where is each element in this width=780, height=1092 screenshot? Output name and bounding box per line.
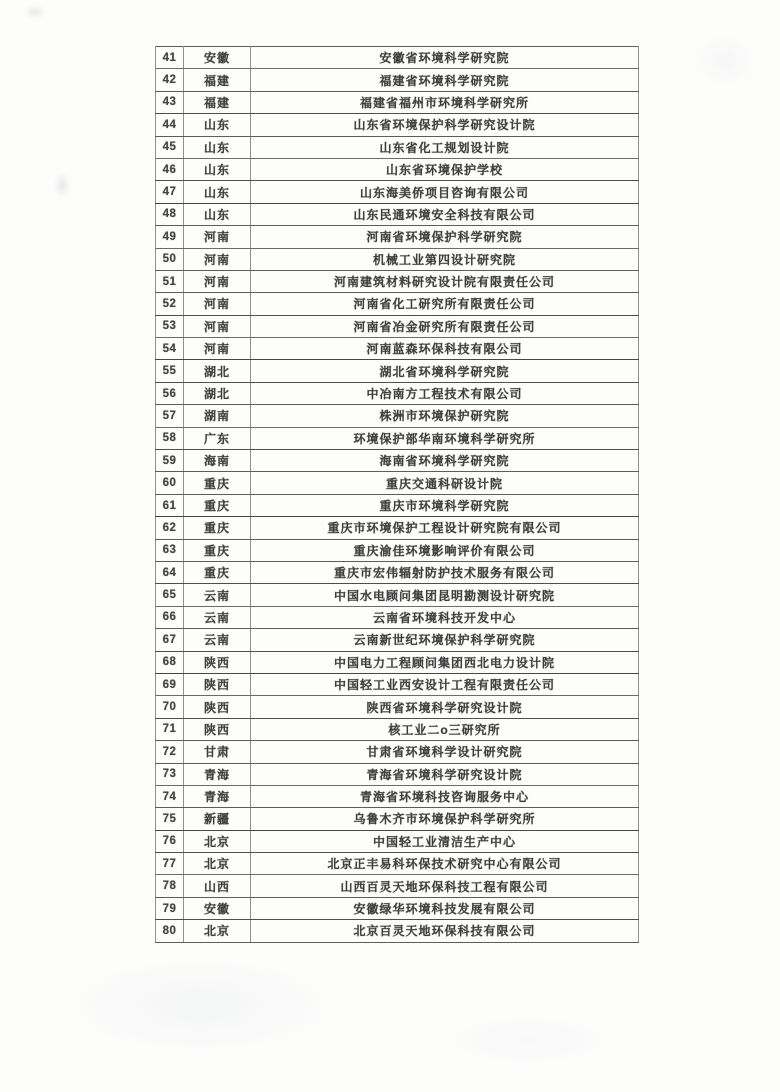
table-row xyxy=(156,158,639,180)
province-cell: 河南 xyxy=(184,338,251,360)
row-number-cell: 44 xyxy=(156,114,184,136)
table-row xyxy=(156,270,639,292)
org-name-cell: 重庆渝佳环境影响评价有限公司 xyxy=(251,539,639,561)
province-cell: 山东 xyxy=(184,114,251,136)
org-name-cell: 河南建筑材料研究设计院有限责任公司 xyxy=(251,270,639,292)
table-row xyxy=(156,69,639,91)
row-number-cell: 76 xyxy=(156,830,184,852)
org-name-cell: 河南省冶金研究所有限责任公司 xyxy=(251,315,639,337)
province-cell: 山东 xyxy=(184,181,251,203)
table-row xyxy=(156,897,639,919)
province-cell: 青海 xyxy=(184,785,251,807)
org-name-cell: 北京百灵天地环保科技有限公司 xyxy=(251,920,639,942)
table-row xyxy=(156,427,639,449)
row-number-cell: 57 xyxy=(156,405,184,427)
province-cell: 广东 xyxy=(184,427,251,449)
org-name-cell: 河南省环境保护科学研究院 xyxy=(251,226,639,248)
province-cell: 山东 xyxy=(184,158,251,180)
province-cell: 重庆 xyxy=(184,561,251,583)
table-row xyxy=(156,293,639,315)
province-cell: 重庆 xyxy=(184,472,251,494)
row-number-cell: 56 xyxy=(156,382,184,404)
scan-smudge xyxy=(24,6,46,18)
province-cell: 北京 xyxy=(184,920,251,942)
table-row xyxy=(156,561,639,583)
org-name-cell: 福建省福州市环境科学研究所 xyxy=(251,91,639,113)
province-cell: 湖北 xyxy=(184,360,251,382)
org-name-cell: 河南蓝森环保科技有限公司 xyxy=(251,338,639,360)
row-number-cell: 54 xyxy=(156,338,184,360)
org-name-cell: 核工业二o三研究所 xyxy=(251,718,639,740)
province-cell: 云南 xyxy=(184,606,251,628)
org-name-cell: 重庆交通科研设计院 xyxy=(251,472,639,494)
table-row xyxy=(156,629,639,651)
scan-smudge xyxy=(40,950,360,1060)
row-number-cell: 65 xyxy=(156,584,184,606)
org-name-cell: 安徽绿华环境科技发展有限公司 xyxy=(251,897,639,919)
row-number-cell: 46 xyxy=(156,158,184,180)
table-row xyxy=(156,830,639,852)
row-number-cell: 73 xyxy=(156,763,184,785)
org-name-cell: 中国轻工业清洁生产中心 xyxy=(251,830,639,852)
province-cell: 河南 xyxy=(184,226,251,248)
org-name-cell: 甘肃省环境科学设计研究院 xyxy=(251,741,639,763)
table-row xyxy=(156,226,639,248)
province-cell: 北京 xyxy=(184,853,251,875)
table-row xyxy=(156,606,639,628)
province-cell: 重庆 xyxy=(184,517,251,539)
org-table xyxy=(155,46,639,943)
province-cell: 山西 xyxy=(184,875,251,897)
table-row xyxy=(156,718,639,740)
province-cell: 北京 xyxy=(184,830,251,852)
row-number-cell: 55 xyxy=(156,360,184,382)
province-cell: 湖北 xyxy=(184,382,251,404)
table-row xyxy=(156,808,639,830)
province-cell: 陕西 xyxy=(184,673,251,695)
row-number-cell: 53 xyxy=(156,315,184,337)
row-number-cell: 66 xyxy=(156,606,184,628)
org-name-cell: 中国轻工业西安设计工程有限责任公司 xyxy=(251,673,639,695)
org-name-cell: 云南新世纪环境保护科学研究院 xyxy=(251,629,639,651)
table-row xyxy=(156,651,639,673)
row-number-cell: 47 xyxy=(156,181,184,203)
org-name-cell: 福建省环境科学研究院 xyxy=(251,69,639,91)
scan-smudge xyxy=(420,1010,640,1070)
scan-smudge xyxy=(54,172,70,198)
province-cell: 陕西 xyxy=(184,696,251,718)
org-name-cell: 重庆市环境科学研究院 xyxy=(251,494,639,516)
org-name-cell: 青海省环境科技咨询服务中心 xyxy=(251,785,639,807)
row-number-cell: 71 xyxy=(156,718,184,740)
row-number-cell: 60 xyxy=(156,472,184,494)
org-name-cell: 安徽省环境科学研究院 xyxy=(251,47,639,69)
province-cell: 河南 xyxy=(184,248,251,270)
org-name-cell: 株洲市环境保护研究院 xyxy=(251,405,639,427)
table-row xyxy=(156,114,639,136)
row-number-cell: 58 xyxy=(156,427,184,449)
row-number-cell: 59 xyxy=(156,450,184,472)
row-number-cell: 43 xyxy=(156,91,184,113)
row-number-cell: 68 xyxy=(156,651,184,673)
row-number-cell: 52 xyxy=(156,293,184,315)
org-name-cell: 重庆市环境保护工程设计研究院有限公司 xyxy=(251,517,639,539)
scan-smudge xyxy=(690,30,760,90)
org-name-cell: 海南省环境科学研究院 xyxy=(251,450,639,472)
row-number-cell: 72 xyxy=(156,741,184,763)
province-cell: 云南 xyxy=(184,584,251,606)
table-row xyxy=(156,584,639,606)
table-row xyxy=(156,494,639,516)
table-row xyxy=(156,181,639,203)
row-number-cell: 62 xyxy=(156,517,184,539)
org-name-cell: 中国水电顾问集团昆明勘测设计研究院 xyxy=(251,584,639,606)
row-number-cell: 64 xyxy=(156,561,184,583)
table-row xyxy=(156,47,639,69)
table-row xyxy=(156,405,639,427)
province-cell: 安徽 xyxy=(184,897,251,919)
table-row xyxy=(156,785,639,807)
org-name-cell: 青海省环境科学研究设计院 xyxy=(251,763,639,785)
table-row xyxy=(156,741,639,763)
org-name-cell: 湖北省环境科学研究院 xyxy=(251,360,639,382)
table-row xyxy=(156,248,639,270)
table-row xyxy=(156,382,639,404)
row-number-cell: 75 xyxy=(156,808,184,830)
row-number-cell: 41 xyxy=(156,47,184,69)
row-number-cell: 48 xyxy=(156,203,184,225)
org-name-cell: 云南省环境科技开发中心 xyxy=(251,606,639,628)
table-row xyxy=(156,91,639,113)
row-number-cell: 42 xyxy=(156,69,184,91)
province-cell: 甘肃 xyxy=(184,741,251,763)
province-cell: 河南 xyxy=(184,315,251,337)
table-row xyxy=(156,472,639,494)
province-cell: 山东 xyxy=(184,136,251,158)
province-cell: 福建 xyxy=(184,69,251,91)
row-number-cell: 61 xyxy=(156,494,184,516)
province-cell: 海南 xyxy=(184,450,251,472)
org-name-cell: 山东省化工规划设计院 xyxy=(251,136,639,158)
row-number-cell: 78 xyxy=(156,875,184,897)
org-name-cell: 山东民通环境安全科技有限公司 xyxy=(251,203,639,225)
row-number-cell: 67 xyxy=(156,629,184,651)
table-row xyxy=(156,539,639,561)
table-body xyxy=(156,47,639,943)
province-cell: 青海 xyxy=(184,763,251,785)
org-name-cell: 乌鲁木齐市环境保护科学研究所 xyxy=(251,808,639,830)
row-number-cell: 63 xyxy=(156,539,184,561)
table-row xyxy=(156,763,639,785)
org-name-cell: 中国电力工程顾问集团西北电力设计院 xyxy=(251,651,639,673)
province-cell: 山东 xyxy=(184,203,251,225)
row-number-cell: 80 xyxy=(156,920,184,942)
org-name-cell: 河南省化工研究所有限责任公司 xyxy=(251,293,639,315)
table-row xyxy=(156,338,639,360)
table-row xyxy=(156,203,639,225)
table-row xyxy=(156,136,639,158)
org-name-cell: 中冶南方工程技术有限公司 xyxy=(251,382,639,404)
row-number-cell: 77 xyxy=(156,853,184,875)
table-row xyxy=(156,360,639,382)
province-cell: 云南 xyxy=(184,629,251,651)
org-name-cell: 北京正丰易科环保技术研究中心有限公司 xyxy=(251,853,639,875)
org-name-cell: 环境保护部华南环境科学研究所 xyxy=(251,427,639,449)
table-row xyxy=(156,673,639,695)
row-number-cell: 74 xyxy=(156,785,184,807)
province-cell: 安徽 xyxy=(184,47,251,69)
row-number-cell: 50 xyxy=(156,248,184,270)
province-cell: 河南 xyxy=(184,293,251,315)
table-row xyxy=(156,875,639,897)
org-name-cell: 山西百灵天地环保科技工程有限公司 xyxy=(251,875,639,897)
table-row xyxy=(156,696,639,718)
row-number-cell: 49 xyxy=(156,226,184,248)
table-row xyxy=(156,853,639,875)
org-name-cell: 机械工业第四设计研究院 xyxy=(251,248,639,270)
province-cell: 湖南 xyxy=(184,405,251,427)
province-cell: 新疆 xyxy=(184,808,251,830)
org-name-cell: 山东省环境保护科学研究设计院 xyxy=(251,114,639,136)
org-name-cell: 陕西省环境科学研究设计院 xyxy=(251,696,639,718)
org-name-cell: 山东海美侨项目咨询有限公司 xyxy=(251,181,639,203)
province-cell: 福建 xyxy=(184,91,251,113)
row-number-cell: 69 xyxy=(156,673,184,695)
table-row xyxy=(156,450,639,472)
org-name-cell: 重庆市宏伟辐射防护技术服务有限公司 xyxy=(251,561,639,583)
row-number-cell: 70 xyxy=(156,696,184,718)
province-cell: 陕西 xyxy=(184,651,251,673)
province-cell: 河南 xyxy=(184,270,251,292)
row-number-cell: 51 xyxy=(156,270,184,292)
table-row xyxy=(156,920,639,942)
table-row xyxy=(156,517,639,539)
org-name-cell: 山东省环境保护学校 xyxy=(251,158,639,180)
row-number-cell: 45 xyxy=(156,136,184,158)
row-number-cell: 79 xyxy=(156,897,184,919)
province-cell: 重庆 xyxy=(184,539,251,561)
province-cell: 重庆 xyxy=(184,494,251,516)
table-row xyxy=(156,315,639,337)
province-cell: 陕西 xyxy=(184,718,251,740)
